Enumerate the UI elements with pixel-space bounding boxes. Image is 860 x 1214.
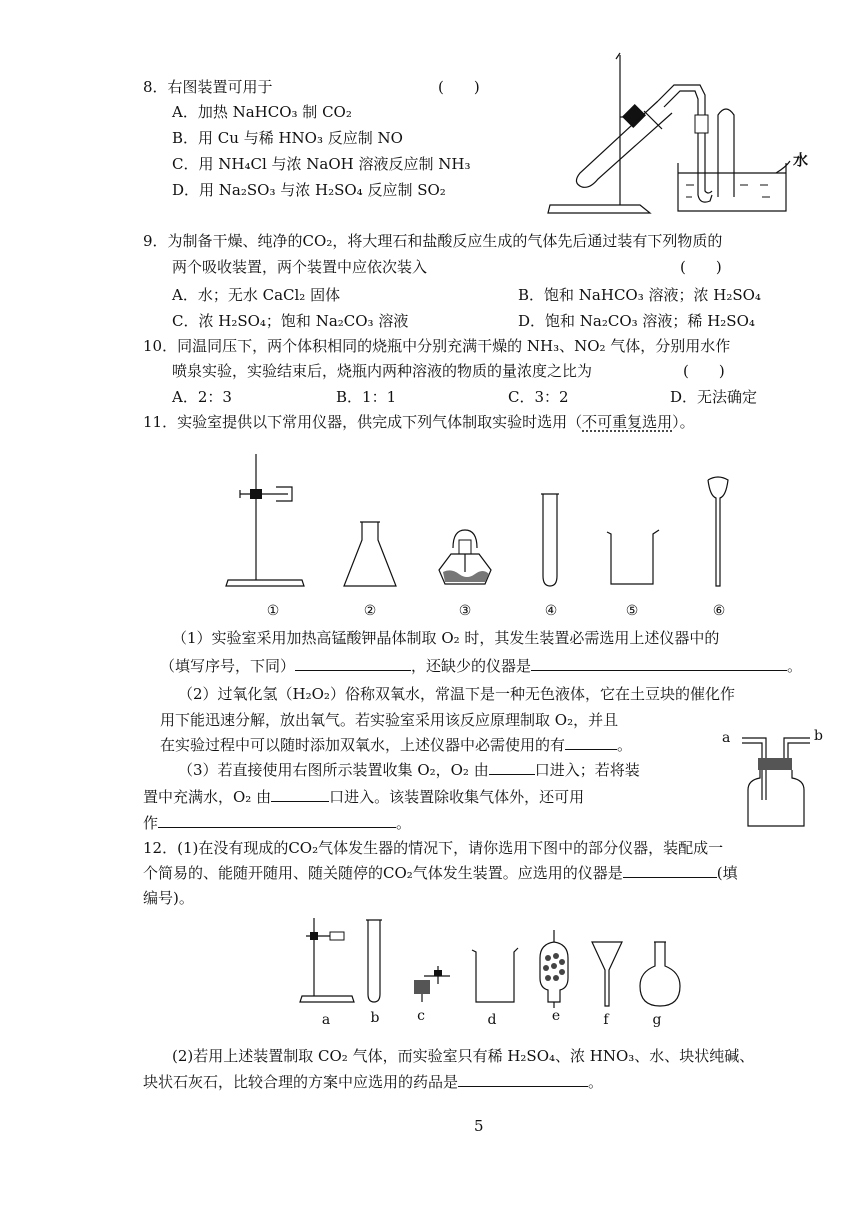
q11-part3-blank3[interactable] xyxy=(158,813,396,828)
q8-stem: 8．右图装置可用于 xyxy=(143,78,273,96)
q11-stem: 11．实验室提供以下常用仪器，供完成下列气体制取实验时选用（不可重复选用）。 xyxy=(143,413,695,431)
q8-apparatus-figure xyxy=(540,45,830,220)
q11-part3-line1: （3）若直接使用右图所示装置收集 O₂，O₂ 由 口进入；若将装 xyxy=(178,761,640,779)
q11-part2-line2: 用下能迅速分解，放出氧气。若实验室采用该反应原理制取 O₂，并且 xyxy=(160,711,619,729)
q11-label-3: ③ xyxy=(458,603,472,619)
q12-label-b: b xyxy=(370,1010,380,1026)
q10-line2: 喷泉实验，实验结束后，烧瓶内两种溶液的物质的量浓度之比为 xyxy=(172,362,593,380)
q11-part3-line3: 作 。 xyxy=(143,814,412,832)
q11-beaker-icon xyxy=(605,528,661,588)
q12-line1: 12．(1)在没有现成的CO₂气体发生器的情况下，请你选用下图中的部分仪器，装配成一 xyxy=(143,839,724,857)
q8-option-d: D．用 Na₂SO₃ 与浓 H₂SO₄ 反应制 SO₂ xyxy=(172,181,446,199)
q8-water-label: 水 xyxy=(793,151,809,169)
bottle-label-b: b xyxy=(814,728,823,744)
q11-gas-bottle-icon xyxy=(740,730,820,830)
q12-funnel-icon xyxy=(590,940,624,1008)
q9-option-d: D．饱和 Na₂CO₃ 溶液；稀 H₂SO₄ xyxy=(518,312,755,330)
q10-option-a: A．2：3 xyxy=(172,388,232,406)
q12-label-e: e xyxy=(551,1008,561,1024)
q10-option-d: D．无法确定 xyxy=(670,388,758,406)
q9-line1: 9．为制备干燥、纯净的CO₂，将大理石和盐酸反应生成的气体先后通过装有下列物质的 xyxy=(143,232,723,250)
q10-line1: 10．同温同压下，两个体积相同的烧瓶中分别充满干燥的 NH₃、NO₂ 气体，分别用水作 xyxy=(143,337,731,355)
q12-part2-line2: 块状石灰石，比较合理的方案中应选用的药品是 。 xyxy=(143,1073,604,1091)
q9-option-c: C．浓 H₂SO₄；饱和 Na₂CO₃ 溶液 xyxy=(172,312,409,330)
q9-line2: 两个吸收装置，两个装置中应依次装入 xyxy=(172,258,428,276)
q12-label-g: g xyxy=(652,1012,662,1028)
q11-part1-line1: （1）实验室采用加热高锰酸钾晶体制取 O₂ 时，其发生装置必需选用上述仪器中的 xyxy=(172,629,720,647)
q11-thistle-funnel-icon xyxy=(706,476,730,590)
q8-answer-paren[interactable]: ( ) xyxy=(438,78,480,96)
q11-part2-line3: 在实验过程中可以随时添加双氧水，上述仪器中必需使用的有 。 xyxy=(160,736,633,754)
q10-answer-paren[interactable]: ( ) xyxy=(683,362,725,380)
q12-label-f: f xyxy=(603,1012,609,1028)
page-number: 5 xyxy=(474,1117,484,1135)
q10-option-b: B．1：1 xyxy=(336,388,397,406)
q12-stopcock-icon xyxy=(410,962,456,1004)
q12-stand-icon xyxy=(300,916,356,1006)
q12-beaker-icon xyxy=(470,946,520,1006)
q8-option-a: A．加热 NaHCO₃ 制 CO₂ xyxy=(172,103,352,121)
q11-label-2: ② xyxy=(363,603,377,619)
q12-test-tube-icon xyxy=(364,918,384,1004)
q10-option-c: C．3：2 xyxy=(508,388,569,406)
q12-part1-blank[interactable] xyxy=(623,863,717,878)
q11-conical-flask-icon xyxy=(340,518,400,590)
q12-drying-tube-icon xyxy=(538,928,570,1008)
q11-part1-blank2[interactable] xyxy=(531,656,787,671)
q12-part2-line1: (2)若用上述装置制取 CO₂ 气体，而实验室只有稀 H₂SO₄、浓 HNO₃、水、块状纯碱、 xyxy=(172,1047,755,1065)
q12-line2: 个简易的、能随开随用、随关随停的CO₂气体发生装置。应选用的仪器是 (填 xyxy=(143,864,738,882)
q12-part2-blank[interactable] xyxy=(458,1072,588,1087)
q8-option-c: C．用 NH₄Cl 与浓 NaOH 溶液反应制 NH₃ xyxy=(172,155,471,173)
q11-part1-line2: （填写序号，下同） ，还缺少的仪器是 。 xyxy=(160,657,803,675)
q11-test-tube-icon xyxy=(538,492,562,588)
bottle-label-a: a xyxy=(722,730,731,746)
q11-part2-blank[interactable] xyxy=(565,735,617,750)
q9-option-a: A．水；无水 CaCl₂ 固体 xyxy=(172,286,341,304)
q11-part2-line1: （2）过氧化氢（H₂O₂）俗称双氧水，常温下是一种无色液体，它在土豆块的催化作 xyxy=(178,685,735,703)
q9-answer-paren[interactable]: ( ) xyxy=(680,258,722,276)
q8-option-b: B．用 Cu 与稀 HNO₃ 反应制 NO xyxy=(172,129,403,147)
q11-label-1: ① xyxy=(266,603,280,619)
q11-part3-line2: 置中充满水，O₂ 由 口进入。该装置除收集气体外，还可用 xyxy=(143,788,585,806)
q11-part1-blank1[interactable] xyxy=(295,656,411,671)
q11-part3-blank1[interactable] xyxy=(489,760,535,775)
q11-alcohol-lamp-icon xyxy=(435,522,495,590)
q12-label-c: c xyxy=(417,1008,425,1024)
q12-label-d: d xyxy=(487,1012,497,1028)
q11-label-6: ⑥ xyxy=(712,603,726,619)
q12-label-a: a xyxy=(321,1012,331,1028)
q9-option-b: B．饱和 NaHCO₃ 溶液；浓 H₂SO₄ xyxy=(518,286,761,304)
q11-label-5: ⑤ xyxy=(625,603,639,619)
q11-label-4: ④ xyxy=(544,603,558,619)
q11-emphasis: 不可重复选用 xyxy=(582,413,673,431)
q11-part3-blank2[interactable] xyxy=(271,787,329,802)
q12-line3: 编号)。 xyxy=(143,889,194,907)
q12-round-flask-icon xyxy=(638,940,682,1008)
q11-iron-stand-icon xyxy=(226,450,306,590)
